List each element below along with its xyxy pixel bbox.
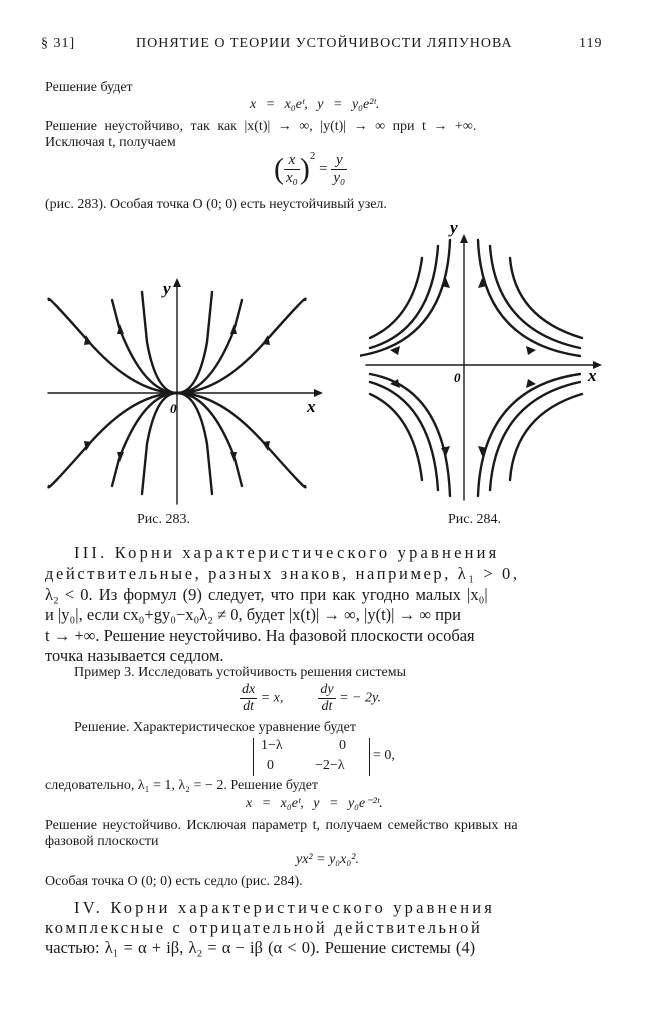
page-number: 119 (579, 36, 603, 51)
text-line: фазовой плоскости (45, 834, 159, 849)
text-line: следовательно, λ₁ = 1, λ₂ = − 2. Решение будет (45, 778, 319, 793)
axis-label-x: x (307, 397, 316, 416)
det-cell: 0 (267, 758, 274, 773)
section-marker: § 31] (41, 36, 76, 51)
text-line: частью: λ₁ = α + iβ, λ₂ = α − iβ (α < 0). Решение системы (4) (45, 938, 476, 957)
formula-system (240, 682, 381, 715)
det-cell: 0 (339, 738, 346, 753)
text-line: (рис. 283). Особая точка O (0; 0) есть неустойчивый узел. (45, 197, 387, 212)
frac-num: dy (320, 682, 334, 697)
frac-num: x (284, 152, 300, 170)
axis-label-y: y (450, 218, 458, 237)
formula-rhs: = − 2y. (339, 690, 381, 706)
frac-num: y (331, 152, 347, 170)
text-line: точка называется седлом. (45, 646, 224, 665)
text-line: Особая точка O (0; 0) есть седло (рис. 284). (45, 874, 303, 889)
frac-den: dt (321, 699, 333, 714)
axis-label-y: y (163, 279, 171, 298)
axis-label-x: x (588, 366, 597, 385)
text-line: комплексные с отрицательной действительной (45, 918, 483, 937)
figure-283 (30, 272, 330, 512)
text-line: Решение будет (45, 80, 133, 95)
origin-label: 0 (170, 401, 177, 416)
formula: yx² = y₀x₀². (296, 852, 359, 867)
det-cell: −2−λ (315, 758, 345, 773)
text-line: Решение. Характеристическое уравнение будет (74, 720, 356, 735)
figure-caption: Рис. 284. (448, 512, 501, 527)
figure-284 (360, 218, 620, 508)
text-line: и |y₀|, если cx₀+gy₀−x₀λ₂ ≠ 0, будет |x(t)| → ∞, |y(t)| → ∞ при (45, 605, 462, 624)
section-heading: IV. Корни характеристического уравнения (74, 898, 496, 917)
text-line: λ₂ < 0. Из формул (9) следует, что при как угодно малых |x₀| (45, 585, 488, 604)
formula: x = x₀eᵗ, y = y₀e⁻²ᵗ. (246, 796, 383, 811)
origin-label: 0 (454, 370, 461, 385)
text-line: Исключая t, получаем (45, 135, 176, 150)
frac-den: dt (243, 699, 255, 714)
det-cell: 1−λ (261, 738, 283, 753)
running-title: ПОНЯТИЕ О ТЕОРИИ УСТОЙЧИВОСТИ ЛЯПУНОВА (136, 36, 513, 51)
section-heading: III. Корни характеристического уравнения (74, 543, 500, 562)
frac-den: x₀ (286, 170, 298, 187)
formula-rhs: = x, (260, 690, 284, 706)
text-line: действительные, разных знаков, например, λ₁ > 0, (45, 564, 520, 583)
text-line: Решение неустойчиво, так как |x(t)| → ∞, |y(t)| → ∞ при t → +∞. (45, 119, 477, 134)
frac-den: y₀ (333, 170, 346, 187)
determinant (253, 738, 413, 778)
text-line: t → +∞. Решение неустойчиво. На фазовой плоскости особая (45, 626, 475, 645)
figure-caption: Рис. 283. (137, 512, 190, 527)
det-rhs: = 0, (373, 748, 395, 763)
text-line: Пример 3. Исследовать устойчивость решения системы (74, 665, 407, 680)
formula-ratio: ( $\frac{x}{\text{x₀}}$ )$^2$ = $\frac{y}{\text{y₀}}$ (274, 150, 346, 187)
formula: x = x₀eᵗ, y = y₀e²ᵗ. (250, 97, 380, 112)
frac-num: dx (242, 682, 256, 697)
text-line: Решение неустойчиво. Исключая параметр t, получаем семейство кривых на (45, 818, 518, 833)
